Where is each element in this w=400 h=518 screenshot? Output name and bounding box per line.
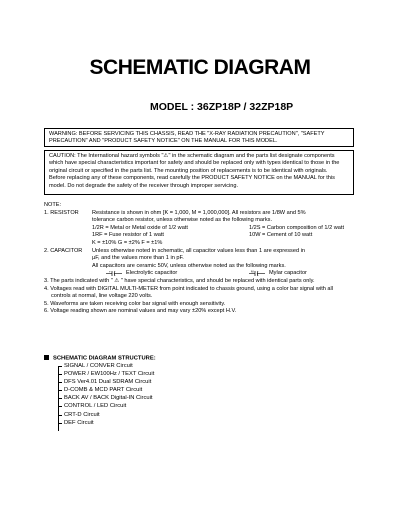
- caution-line: CAUTION: The International hazard symbols "⚠" in the schematic diagram and the parts list designate components: [49, 153, 335, 159]
- resistor-mark: 1/2S = Carbon composition of 1/2 watt: [249, 224, 344, 231]
- structure-item: POWER / EW100Hz / TEXT Circuit: [58, 370, 154, 378]
- note-5: 5. Waveforms are taken receiving color bar signal with enough sensitivity.: [44, 300, 226, 307]
- structure-item: CONTROL / LED Circuit: [58, 402, 154, 410]
- structure-heading: [44, 355, 156, 362]
- resistor-mark: 1RF = Fuse resistor of 1 watt: [92, 232, 164, 239]
- model-number: MODEL : 36ZP18P / 32ZP18P: [150, 101, 294, 113]
- svg-text:M: M: [251, 270, 254, 274]
- warning-box: [44, 128, 354, 147]
- capacitor-text: Unless otherwise noted in schematic, all capacitor values less than 1 are expressed in: [92, 247, 305, 254]
- page-title: SCHEMATIC DIAGRAM: [89, 56, 311, 79]
- structure-title: SCHEMATIC DIAGRAM STRUCTURE:: [53, 355, 156, 362]
- warning-line: WARNING: BEFORE SERVICING THIS CHASSIS, READ THE "X-RAY RADIATION PRECAUTION", "SAFETY: [49, 131, 325, 137]
- structure-item: DFS Ver4.01 Dual SDRAM Circuit: [58, 378, 154, 386]
- note-4: controls at normal, line voltage 220 volts.: [51, 293, 153, 300]
- structure-item: BACK AV / BACK Digital-IN Circuit: [58, 394, 154, 402]
- caution-line: Before replacing any of these components, read carefully the PRODUCT SAFETY NOTICE on the MANUAL for this: [49, 175, 335, 182]
- structure-tree: [58, 362, 154, 427]
- caution-line: original circuit or specified in the parts list. The mounting position of replacements is to be identical with originals.: [49, 167, 328, 174]
- resistor-mark: 1/2R = Metal or Metal oxide of 1/2 watt: [92, 224, 188, 231]
- capacitor-text: µF, and the values more than 1 in pF.: [92, 255, 184, 262]
- warning-line: PRECAUTION" AND "PRODUCT SAFETY NOTICE" ON THE MANUAL FOR THIS MODEL.: [49, 138, 278, 145]
- note-3: 3. The parts indicated with " ⚠ " have special characteristics, and should be replaced with identical parts only.: [44, 277, 315, 284]
- resistor-text: Resistance is shown in ohm [K = 1,000, M = 1,000,000]. All resistors are 1/8W and 5%: [92, 209, 306, 216]
- square-bullet-icon: [44, 355, 49, 360]
- caution-line: which have special characteristics important for safety and should be replaced only with types identical to those in the: [49, 160, 340, 167]
- structure-item: DEF Circuit: [58, 419, 154, 427]
- caution-line: model. Do not degrade the safety of the receiver through improper servicing.: [49, 182, 239, 189]
- note-6: 6. Voltage reading shown are nominal values and may vary ±20% except H.V.: [44, 308, 237, 315]
- structure-item: D-COMB & MCD PART Circuit: [58, 386, 154, 394]
- capacitor-text: All capacitors are ceramic 50V, unless otherwise noted as the following marks.: [92, 262, 286, 269]
- resistor-text: tolerance carbon resistor, unless otherwise noted as the following marks.: [92, 217, 273, 224]
- capacitor-label: 2. CAPACITOR: [44, 247, 83, 254]
- mylar-label: Mylar capacitor: [269, 270, 307, 277]
- resistor-label: 1. RESISTOR: [44, 209, 79, 216]
- structure-item: SIGNAL / CONVER Circuit: [58, 362, 154, 370]
- notes-section: [44, 202, 364, 316]
- resistor-mark: 10W = Cement of 10 watt: [249, 232, 313, 239]
- structure-item: CRT-D Circuit: [58, 411, 154, 419]
- caution-box: [44, 150, 354, 195]
- note-4: 4. Voltages read with DIGITAL MULTI-METER from point indicated to chassis ground, using a color bar signal with all: [44, 285, 334, 292]
- notes-heading: NOTE:: [44, 202, 62, 208]
- resistor-tolerance: K = ±10% G = ±2% F = ±1%: [92, 239, 163, 246]
- svg-text:+: +: [109, 270, 111, 274]
- electrolytic-label: Electrolytic capacitor: [126, 270, 178, 277]
